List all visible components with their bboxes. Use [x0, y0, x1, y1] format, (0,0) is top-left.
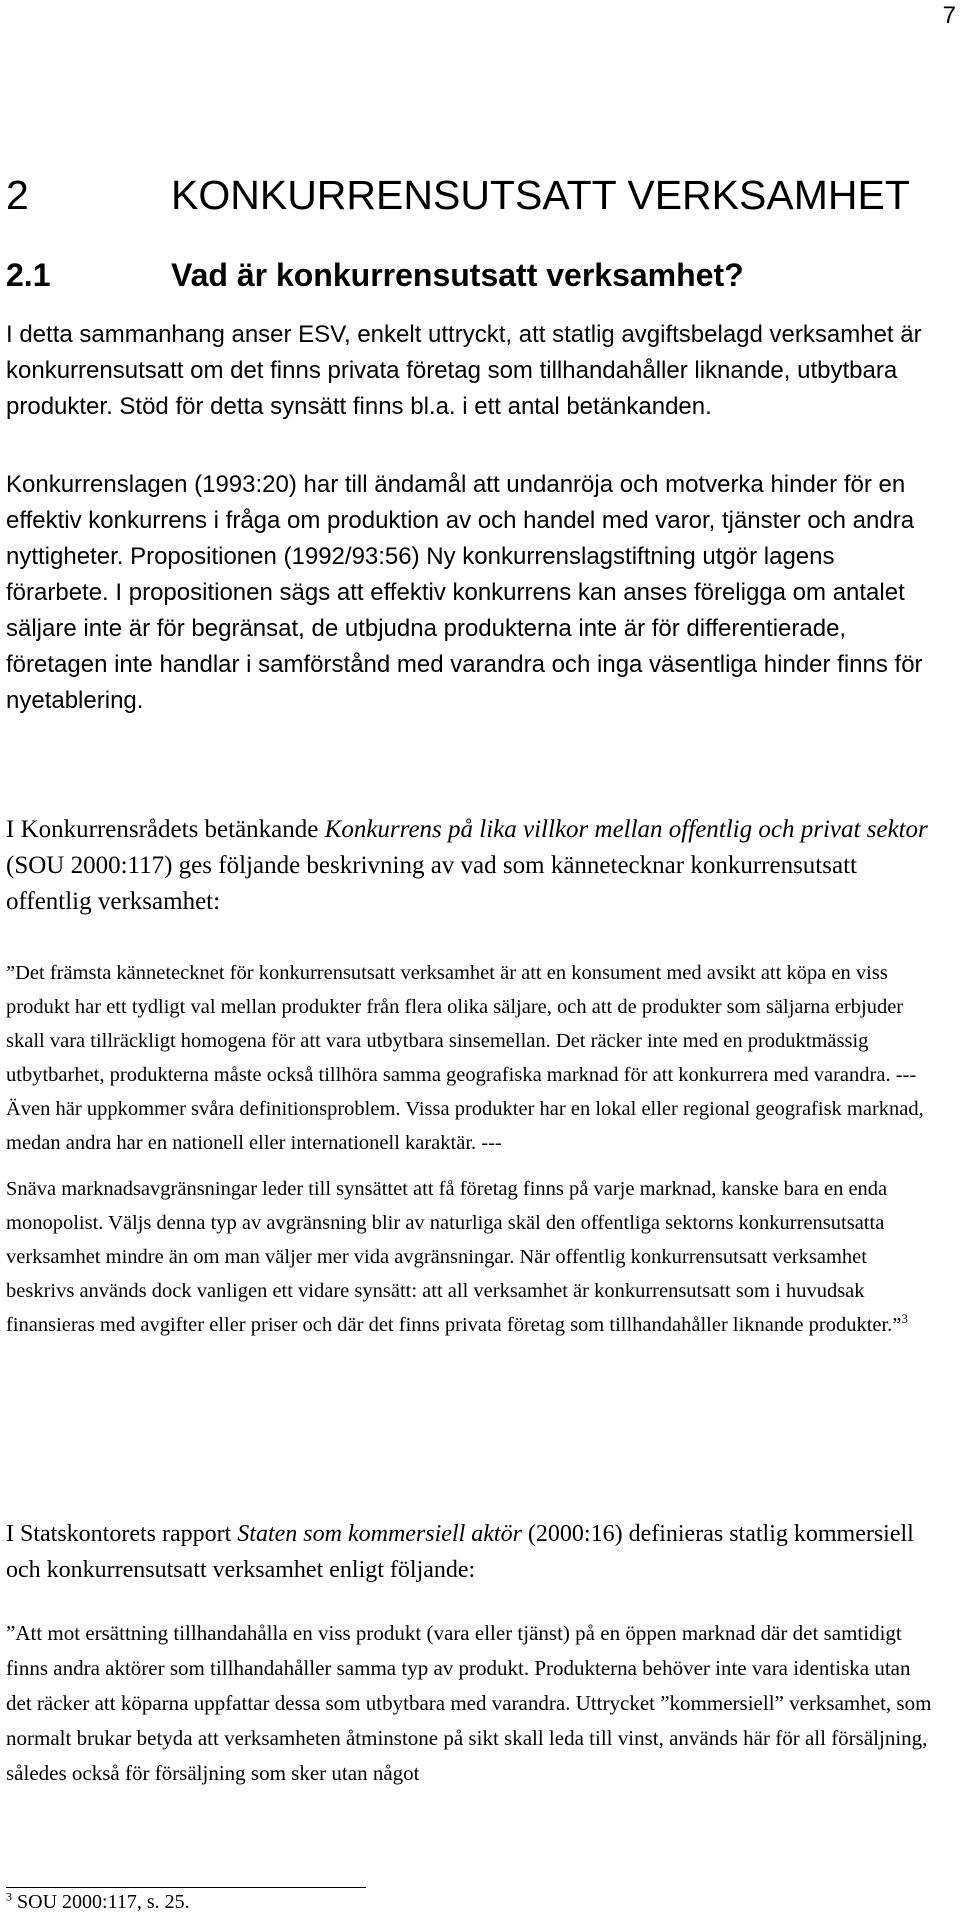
paragraph-konkurrensradet [6, 812, 936, 920]
report-title-konkurrensradet: Konkurrens på lika villkor mellan offentlig och privat sektor [324, 816, 928, 843]
section-heading [6, 257, 744, 294]
report-title-statskontoret: Staten som kommersiell aktör [237, 1521, 522, 1547]
quote-konkurrensradet-part1: ”Det främsta kännetecknet för konkurrensutsatt verksamhet är att en konsument med avsikt att köpa en viss produkt har ett tydligt val mellan produkter från flera olika säljare, och att de produkter som säljarna erbjuder skall vara tillräckligt homogena för att vara utbytbara sinsemellan. Det räcker inte med en produktmässig utbytbarhet, produkterna måste också tillhöra samma geografiska marknad för att konkurrera med varandra. --- Även här uppkommer svåra definitionsproblem. Vissa produkter har en lokal eller regional geografisk marknad, medan andra har en nationell eller internationell karaktär. --- [6, 962, 924, 1154]
quote-statskontoret: ”Att mot ersättning tillhandahålla en viss produkt (vara eller tjänst) på en öppen marknad där det samtidigt finns andra aktörer som tillhandahåller samma typ av produkt. Produkterna behöver inte vara identiska utan det räcker att köparna uppfattar dessa som utbytbara med varandra. Uttrycket ”kommersiell” verksamhet, som normalt brukar betyda att verksamheten åtminstone på sikt skall leda till vinst, används här för all försäljning, således också för försäljning som sker utan något [6, 1621, 932, 1785]
chapter-number: 2 [6, 172, 29, 218]
page-number: 7 [942, 2, 956, 29]
paragraph-statskontoret [6, 1516, 936, 1588]
chapter-title: KONKURRENSUTSATT VERKSAMHET [171, 172, 910, 218]
paragraph-statskontoret-rest: (2000:16) definieras statlig kommersiell och konkurrensutsatt verksamhet enligt följande: [6, 1521, 914, 1583]
footnote-reference[interactable]: 3 [901, 1311, 908, 1327]
paragraph-konkurrensradet-intro: I Konkurrensrådets betänkande [6, 816, 325, 843]
footnote-divider [6, 1887, 366, 1888]
paragraph-konkurrensradet-rest: (SOU 2000:117) ges följande beskrivning av vad som kännetecknar konkurrensutsatt offentlig verksamhet: [6, 852, 857, 915]
footnote-number: 3 [6, 1889, 12, 1904]
footnote-text: SOU 2000:117, s. 25. [17, 1891, 190, 1913]
quote-konkurrensradet [6, 956, 936, 1342]
paragraph-esv: I detta sammanhang anser ESV, enkelt uttryckt, att statlig avgiftsbelagd verksamhet är konkurrensutsatt om det finns privata företag som tillhandahåller liknande, utbytbara produkter. Stöd för detta synsätt finns bl.a. i ett antal betänkanden. [6, 321, 922, 420]
section-title: Vad är konkurrensutsatt verksamhet? [171, 257, 744, 293]
footnote [6, 1891, 190, 1914]
paragraph-konkurrenslagen: Konkurrenslagen (1993:20) har till ändamål att undanröja och motverka hinder för en effektiv konkurrens i fråga om produktion av och handel med varor, tjänster och andra nyttigheter. Propositionen (1992/93:56) Ny konkurrenslagstiftning utgör lagens förarbete. I propositionen sägs att effektiv konkurrens kan anses föreligga om antalet säljare inte är för begränsat, de utbjudna produkterna inte är för differentierade, företagen inte handlar i samförstånd med varandra och inga väsentliga hinder finns för nyetablering. [6, 471, 923, 714]
paragraph-statskontoret-intro: I Statskontorets rapport [6, 1521, 238, 1547]
section-number: 2.1 [6, 257, 51, 293]
quote-konkurrensradet-part2-text: Snäva marknadsavgränsningar leder till synsättet att få företag finns på varje marknad, kanske bara en enda monopolist. Väljs denna typ av avgränsning blir av naturliga skäl den offentliga sektorns konkurrensutsatta verksamhet mindre än om man väljer mer vida avgränsningar. När offentlig konkurrensutsatt verksamhet beskrivs används dock vanligen ett vidare synsätt: att all verksamhet är konkurrensutsatt som i huvudsak finansieras med avgifter eller priser och där det finns privata företag som tillhandahåller liknande produkter.” [6, 1178, 902, 1336]
quote-konkurrensradet-part2 [6, 1172, 936, 1342]
chapter-heading [6, 172, 910, 219]
